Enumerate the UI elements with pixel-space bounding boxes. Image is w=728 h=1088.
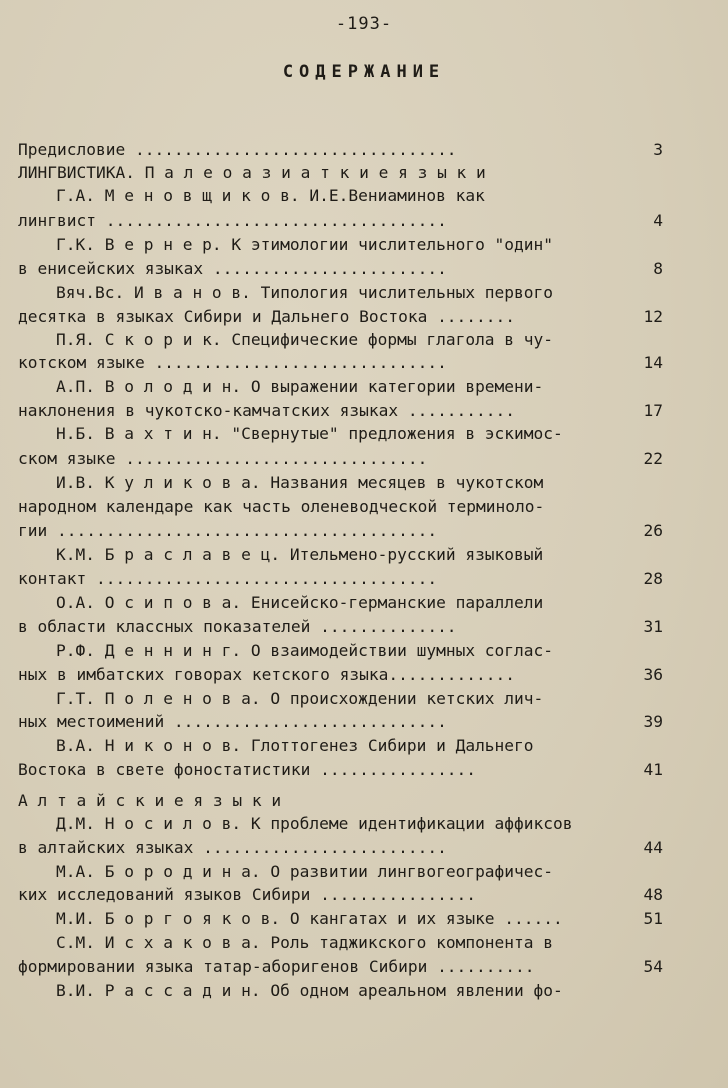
toc-page-number: 48 — [643, 885, 663, 904]
toc-entry-line: Н.Б. В а х т и н. "Свернутые" предложения в эскимос- — [56, 424, 563, 443]
toc-entry-line: в енисейских языках ........................ — [18, 259, 447, 278]
toc-page-number: 17 — [643, 401, 663, 420]
toc-page-number: 51 — [643, 909, 663, 928]
toc-entry-line: котском языке .............................. — [18, 353, 447, 372]
toc-entry-line: Р.Ф. Д е н н и н г. О взаимодействии шумных соглас- — [56, 641, 554, 660]
toc-page-number: 4 — [653, 211, 663, 230]
toc-page-number: 31 — [643, 617, 663, 636]
toc-entry-line: М.А. Б о р о д и н а. О развитии лингвогеографичес- — [56, 862, 554, 881]
toc-entry-line: М.И. Б о р г о я к о в. О кангатах и их языке ...... — [56, 909, 563, 928]
toc-entry-line: Г.А. М е н о в щ и к о в. И.Е.Вениаминов как — [56, 186, 485, 205]
toc-entry-line: гии ....................................... — [18, 521, 438, 540]
toc-entry-line: ких исследований языков Сибири ................ — [18, 885, 477, 904]
toc-entry-line: О.А. О с и п о в а. Енисейско-германские параллели — [56, 593, 544, 612]
toc-entry-line: Г.К. В е р н е р. К этимологии числительного "один" — [56, 235, 554, 254]
toc-page-number: 26 — [643, 521, 663, 540]
toc-entry-line: Г.Т. П о л е н о в а. О происхождении кетских лич- — [56, 689, 544, 708]
toc-entry-line: ском языке ............................... — [18, 449, 428, 468]
toc-page-number: 28 — [643, 569, 663, 588]
toc-entry-line: А.П. В о л о д и н. О выражении категории времени- — [56, 377, 544, 396]
toc-entry-line: Востока в свете фоностатистики ................ — [18, 760, 477, 779]
toc-page-number: 8 — [653, 259, 663, 278]
toc-entry-line: ных в имбатских говорах кетского языка............. — [18, 665, 516, 684]
toc-entry-line: Д.М. Н о с и л о в. К проблеме идентификации аффиксов — [56, 814, 573, 833]
toc-page-number: 3 — [653, 140, 663, 159]
page-title: СОДЕРЖАНИЕ — [282, 62, 446, 82]
toc-entry-line: в области классных показателей .............. — [18, 617, 457, 636]
toc-page-number: 36 — [643, 665, 663, 684]
toc-entry-line: В.И. Р а с с а д и н. Об одном ареальном явлении фо- — [56, 981, 563, 1000]
toc-page-number: 14 — [643, 353, 663, 372]
toc-entry-line: П.Я. С к о р и к. Специфические формы глагола в чу- — [56, 330, 554, 349]
section-heading: А л т а й с к и е я з ы к и — [18, 791, 282, 810]
toc-entry-line: В.А. Н и к о н о в. Глоттогенез Сибири и Дальнего — [56, 736, 534, 755]
toc-page-number: 12 — [643, 307, 663, 326]
toc-entry-line: К.М. Б р а с л а в е ц. Ительмено-русский языковый — [56, 545, 544, 564]
toc-page-number: 54 — [643, 957, 663, 976]
toc-page-number: 22 — [643, 449, 663, 468]
toc-entry-line: десятка в языках Сибири и Дальнего Востока ........ — [18, 307, 516, 326]
page-number: -193- — [335, 14, 393, 34]
toc-page-number: 39 — [643, 712, 663, 731]
section-heading: ЛИНГВИСТИКА. П а л е о а з и а т к и е я з ы к и — [18, 163, 486, 182]
toc-entry-line: контакт ................................... — [18, 569, 438, 588]
toc-entry-line: Предисловие ................................. — [18, 140, 457, 159]
toc-entry-line: в алтайских языках ......................... — [18, 838, 447, 857]
toc-page-number: 41 — [643, 760, 663, 779]
toc-entry-line: формировании языка татар-аборигенов Сибири .......... — [18, 957, 535, 976]
toc-entry-line: Вяч.Вс. И в а н о в. Типология числительных первого — [56, 283, 554, 302]
toc-entry-line: наклонения в чукотско-камчатских языках ........... — [18, 401, 516, 420]
toc-entry-line: лингвист ................................... — [18, 211, 447, 230]
toc-page-number: 44 — [643, 838, 663, 857]
toc-entry-line: ных местоимений ............................ — [18, 712, 447, 731]
toc-entry-line: С.М. И с х а к о в а. Роль таджикского компонента в — [56, 933, 554, 952]
toc-entry-line: И.В. К у л и к о в а. Названия месяцев в чукотском — [56, 473, 544, 492]
toc-entry-line: народном календаре как часть оленеводческой терминоло- — [18, 497, 545, 516]
